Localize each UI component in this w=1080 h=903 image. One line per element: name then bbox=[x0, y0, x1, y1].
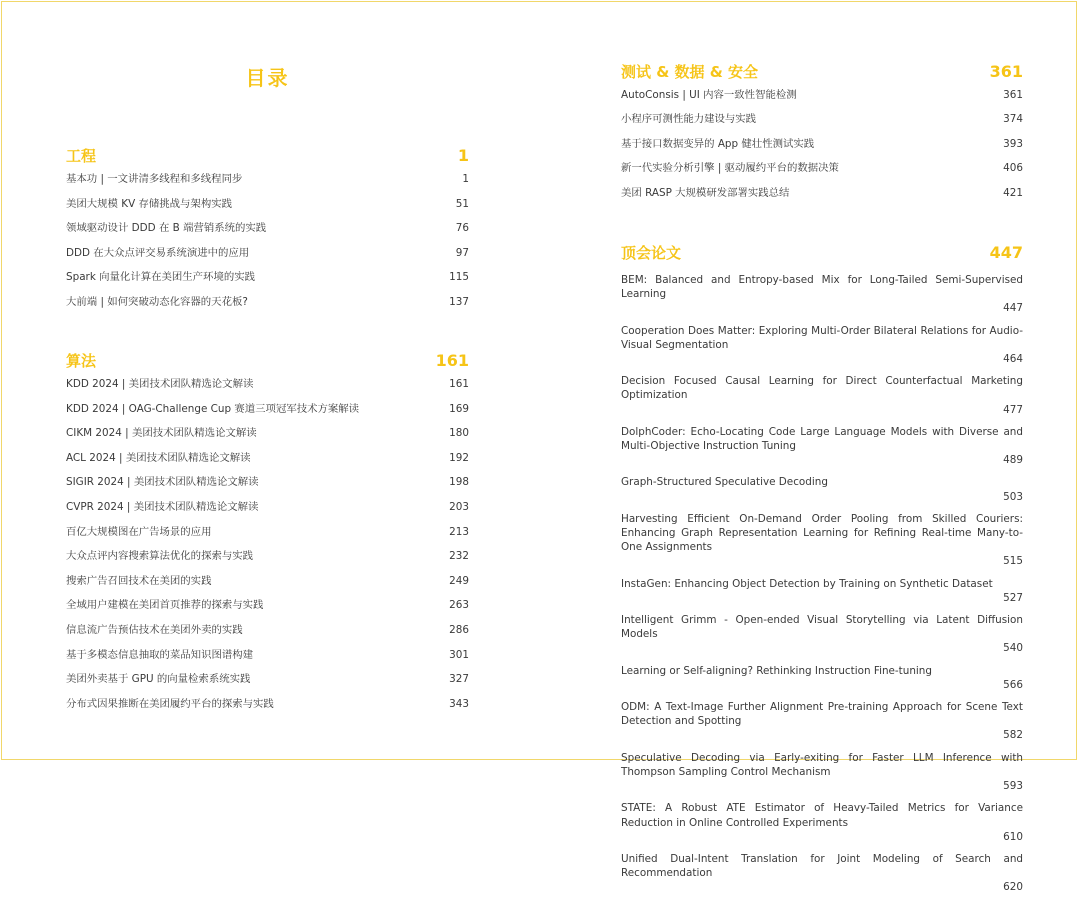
section-conference-papers bbox=[621, 243, 1023, 903]
entry-title: Intelligent Grimm - Open-ended Visual Storytelling via Latent Diffusion Models bbox=[621, 614, 1023, 641]
entry-page: 161 bbox=[449, 378, 469, 390]
entry-page: 137 bbox=[449, 295, 469, 308]
toc-entry[interactable] bbox=[621, 112, 1023, 136]
entry-title: 大前端 | 如何突破动态化容器的天花板? bbox=[66, 295, 248, 308]
entry-page: 301 bbox=[449, 648, 469, 661]
entry-list bbox=[66, 377, 469, 721]
toc-entry[interactable] bbox=[621, 751, 1023, 794]
toc-entry[interactable] bbox=[66, 549, 469, 574]
section-header[interactable] bbox=[621, 62, 1023, 82]
entry-title: Harvesting Efficient On-Demand Order Pooling from Skilled Couriers: Enhancing Graph Representation Learning for Refining Real-time Many-to-One Assignments bbox=[621, 512, 1023, 554]
toc-entry[interactable] bbox=[66, 270, 469, 295]
entry-title: 基于接口数据变异的 App 健壮性测试实践 bbox=[621, 137, 815, 150]
toc-entry[interactable] bbox=[621, 700, 1023, 743]
toc-entry[interactable] bbox=[66, 377, 469, 402]
entry-title: DolphCoder: Echo-Locating Code Large Language Models with Diverse and Multi-Objective Instruction Tuning bbox=[621, 425, 1023, 453]
right-page bbox=[621, 0, 1023, 894]
toc-entry[interactable] bbox=[66, 402, 469, 427]
toc-entry[interactable] bbox=[66, 598, 469, 623]
toc-entry[interactable] bbox=[66, 172, 469, 197]
entry-title: KDD 2024 | OAG-Challenge Cup 赛道三项冠军技术方案解读 bbox=[66, 402, 360, 415]
entry-page: 515 bbox=[1003, 555, 1023, 568]
entry-title: STATE: A Robust ATE Estimator of Heavy-Tailed Metrics for Variance Reduction in Online Controlled Experiments bbox=[621, 802, 1023, 829]
toc-entry[interactable] bbox=[66, 197, 469, 222]
entry-title: Graph-Structured Speculative Decoding bbox=[621, 476, 828, 489]
entry-page: 249 bbox=[449, 574, 469, 587]
section-title: 工程 bbox=[66, 147, 97, 165]
section-header[interactable] bbox=[66, 351, 469, 371]
toc-entry[interactable] bbox=[621, 186, 1023, 210]
entry-page: 192 bbox=[449, 451, 469, 464]
toc-entry[interactable] bbox=[66, 221, 469, 246]
section-algorithms bbox=[66, 351, 469, 721]
entry-page: 421 bbox=[1003, 186, 1023, 199]
entry-list bbox=[621, 88, 1023, 210]
toc-entry[interactable] bbox=[621, 273, 1023, 316]
toc-entry[interactable] bbox=[66, 426, 469, 451]
entry-title: DDD 在大众点评交易系统演进中的应用 bbox=[66, 246, 250, 259]
entry-page: 620 bbox=[1003, 881, 1023, 894]
toc-entry[interactable] bbox=[621, 88, 1023, 112]
entry-title: 美团大规模 KV 存储挑战与架构实践 bbox=[66, 197, 232, 210]
toc-entry[interactable] bbox=[66, 574, 469, 599]
entry-title: 百亿大规模图在广告场景的应用 bbox=[66, 525, 212, 538]
entry-title: Speculative Decoding via Early-exiting for Faster LLM Inference with Thompson Sampling Control Mechanism bbox=[621, 751, 1023, 778]
toc-entry[interactable] bbox=[66, 697, 469, 722]
section-title: 顶会论文 bbox=[621, 244, 682, 262]
entry-page: 286 bbox=[449, 623, 469, 636]
entry-title: Unified Dual-Intent Translation for Joint Modeling of Search and Recommendation bbox=[621, 852, 1023, 880]
entry-title: Cooperation Does Matter: Exploring Multi-Order Bilateral Relations for Audio-Visual Segmentation bbox=[621, 324, 1023, 351]
toc-entry[interactable] bbox=[66, 475, 469, 500]
entry-page: 393 bbox=[1003, 137, 1023, 150]
toc-entry[interactable] bbox=[621, 137, 1023, 161]
entry-list bbox=[621, 273, 1023, 895]
entry-page: 527 bbox=[1003, 591, 1023, 604]
toc-entry[interactable] bbox=[66, 648, 469, 673]
entry-page: 213 bbox=[449, 525, 469, 538]
entry-list bbox=[66, 172, 469, 320]
entry-title: 基本功 | 一文讲清多线程和多线程同步 bbox=[66, 173, 243, 185]
entry-page: 97 bbox=[455, 246, 469, 259]
entry-page: 169 bbox=[449, 402, 469, 415]
entry-title: 小程序可测性能力建设与实践 bbox=[621, 113, 757, 126]
section-engineering bbox=[66, 146, 469, 320]
entry-page: 180 bbox=[449, 427, 469, 440]
toc-entry[interactable] bbox=[621, 161, 1023, 185]
entry-title: 信息流广告预估技术在美团外卖的实践 bbox=[66, 623, 243, 636]
entry-page: 610 bbox=[1003, 830, 1023, 843]
entry-title: AutoConsis | UI 内容一致性智能检测 bbox=[621, 89, 797, 101]
toc-entry[interactable] bbox=[621, 512, 1023, 569]
entry-page: 51 bbox=[455, 197, 469, 210]
toc-entry[interactable] bbox=[621, 324, 1023, 367]
entry-page: 203 bbox=[449, 500, 469, 513]
entry-page: 582 bbox=[1003, 729, 1023, 742]
entry-title: Learning or Self-aligning? Rethinking Instruction Fine-tuning bbox=[621, 664, 932, 677]
entry-title: Decision Focused Causal Learning for Direct Counterfactual Marketing Optimization bbox=[621, 375, 1023, 402]
entry-title: CVPR 2024 | 美团技术团队精选论文解读 bbox=[66, 500, 259, 513]
toc-entry[interactable] bbox=[621, 852, 1023, 895]
entry-page: 76 bbox=[455, 222, 469, 235]
entry-page: 447 bbox=[1003, 302, 1023, 315]
entry-title: 全域用户建模在美团首页推荐的探索与实践 bbox=[66, 599, 264, 612]
entry-title: 搜索广告召回技术在美团的实践 bbox=[66, 574, 212, 587]
entry-title: InstaGen: Enhancing Object Detection by Training on Synthetic Dataset bbox=[621, 577, 993, 590]
entry-page: 566 bbox=[1003, 678, 1023, 691]
left-page bbox=[66, 0, 469, 763]
section-page: 1 bbox=[457, 146, 469, 165]
toc-entry[interactable] bbox=[66, 451, 469, 476]
section-testing-data-security bbox=[621, 62, 1023, 210]
toc-title: 目录 bbox=[245, 66, 290, 90]
entry-title: 美团外卖基于 GPU 的向量检索系统实践 bbox=[66, 673, 251, 686]
toc-entry[interactable] bbox=[66, 672, 469, 697]
entry-title: 美团 RASP 大规模研发部署实践总结 bbox=[621, 186, 790, 199]
toc-entry[interactable] bbox=[66, 623, 469, 648]
entry-page: 374 bbox=[1003, 113, 1023, 126]
entry-page: 115 bbox=[449, 271, 469, 284]
toc-entry[interactable] bbox=[621, 475, 1023, 503]
section-header[interactable] bbox=[66, 146, 469, 166]
toc-entry[interactable] bbox=[66, 246, 469, 271]
entry-title: KDD 2024 | 美团技术团队精选论文解读 bbox=[66, 378, 254, 390]
entry-page: 1 bbox=[462, 173, 469, 185]
toc-entry[interactable] bbox=[621, 801, 1023, 844]
entry-title: 大众点评内容搜索算法优化的探索与实践 bbox=[66, 550, 254, 563]
toc-entry[interactable] bbox=[621, 374, 1023, 417]
entry-title: ODM: A Text-Image Further Alignment Pre-training Approach for Scene Text Detection and Spotting bbox=[621, 701, 1023, 728]
entry-page: 489 bbox=[1003, 454, 1023, 467]
entry-title: BEM: Balanced and Entropy-based Mix for Long-Tailed Semi-Supervised Learning bbox=[621, 274, 1023, 301]
toc-entry[interactable] bbox=[621, 425, 1023, 468]
section-page: 447 bbox=[989, 243, 1023, 262]
entry-title: ACL 2024 | 美团技术团队精选论文解读 bbox=[66, 451, 251, 464]
entry-page: 503 bbox=[1003, 490, 1023, 503]
section-page: 361 bbox=[989, 62, 1023, 81]
entry-page: 593 bbox=[1003, 780, 1023, 793]
toc-entry[interactable] bbox=[621, 577, 1023, 605]
entry-page: 361 bbox=[1003, 89, 1023, 101]
entry-title: 领域驱动设计 DDD 在 B 端营销系统的实践 bbox=[66, 222, 267, 235]
entry-page: 343 bbox=[449, 697, 469, 710]
entry-page: 263 bbox=[449, 599, 469, 612]
toc-entry[interactable] bbox=[621, 613, 1023, 656]
entry-title: SIGIR 2024 | 美团技术团队精选论文解读 bbox=[66, 476, 259, 489]
section-page: 161 bbox=[435, 351, 469, 370]
section-header[interactable] bbox=[621, 243, 1023, 263]
entry-page: 477 bbox=[1003, 403, 1023, 416]
section-title: 算法 bbox=[66, 352, 97, 370]
section-title: 测试 & 数据 & 安全 bbox=[621, 63, 759, 81]
toc-entry[interactable] bbox=[66, 295, 469, 320]
toc-entry[interactable] bbox=[66, 500, 469, 525]
toc-entry[interactable] bbox=[621, 664, 1023, 692]
entry-page: 406 bbox=[1003, 162, 1023, 175]
entry-title: Spark 向量化计算在美团生产环境的实践 bbox=[66, 271, 256, 284]
entry-page: 232 bbox=[449, 550, 469, 563]
entry-title: 基于多模态信息抽取的菜品知识图谱构建 bbox=[66, 648, 254, 661]
entry-title: CIKM 2024 | 美团技术团队精选论文解读 bbox=[66, 427, 257, 440]
entry-title: 分布式因果推断在美团履约平台的探索与实践 bbox=[66, 697, 274, 710]
entry-page: 327 bbox=[449, 673, 469, 686]
toc-entry[interactable] bbox=[66, 525, 469, 550]
entry-page: 540 bbox=[1003, 642, 1023, 655]
entry-page: 464 bbox=[1003, 353, 1023, 366]
entry-page: 198 bbox=[449, 476, 469, 489]
entry-title: 新一代实验分析引擎 | 驱动履约平台的数据决策 bbox=[621, 162, 839, 175]
